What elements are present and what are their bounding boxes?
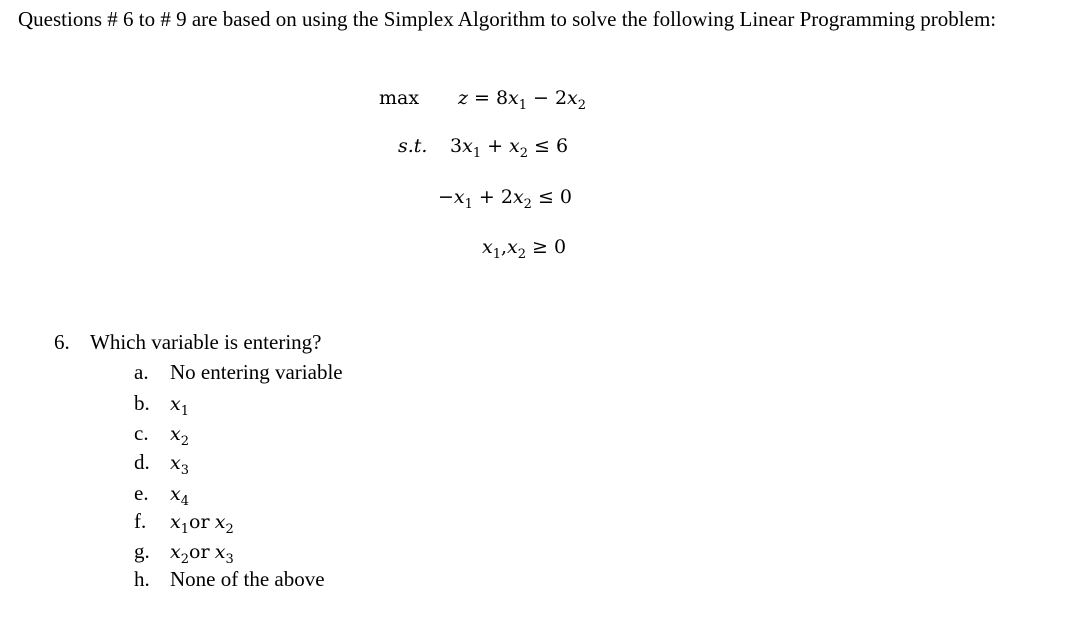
- option-f: f. $x_1or$ $x_2$: [134, 509, 234, 537]
- option-e: e. $x_4$: [134, 481, 189, 509]
- question-number: 6.: [54, 330, 70, 354]
- option-h: h. None of the above: [134, 567, 325, 591]
- option-g: g. $x_2or$ $x_3$: [134, 539, 234, 567]
- max-label: max: [379, 87, 420, 109]
- constraint-1: $3x_1 + x_2 \le 6$: [450, 135, 569, 161]
- question-text: Which variable is entering?: [90, 330, 322, 354]
- option-a: a. No entering variable: [134, 360, 343, 384]
- intro-paragraph: Questions # 6 to # 9 are based on using the Simplex Algorithm to solve the following Linear Programming problem:: [18, 7, 997, 31]
- option-d: d. $x_3$: [134, 450, 189, 478]
- objective-function: $z = 8x_1 - 2x_2$: [458, 87, 587, 113]
- option-b: b. $x_1$: [134, 391, 189, 419]
- nonnegativity-constraint: $x_1,x_2 \ge 0$: [482, 236, 567, 262]
- constraint-2: $-x_1 + 2x_2 \le 0$: [438, 186, 572, 212]
- option-c: c. $x_2$: [134, 421, 189, 449]
- question-6: [54, 328, 321, 356]
- st-label: s.t.: [398, 135, 428, 157]
